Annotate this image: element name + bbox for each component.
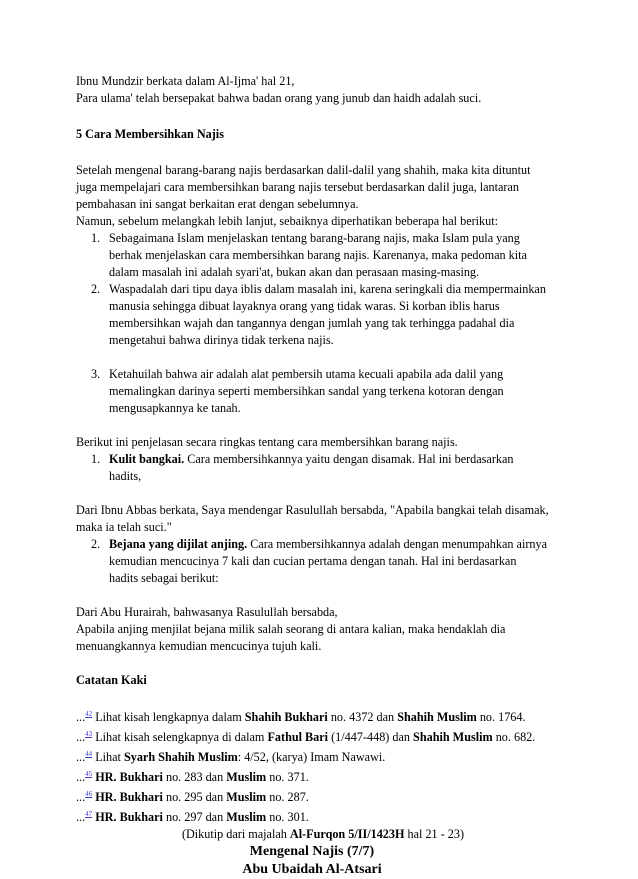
guidelines-list: [76, 230, 576, 417]
source-citation: (Dikutip dari majalah Al-Furqon 5/II/1423H hal 21 - 23): [181, 827, 465, 841]
paragraph-methods: Berikut ini penjelasan secara ringkas tentang cara membersihkan barang najis.: [76, 435, 458, 449]
footnote-ref-link[interactable]: 43: [85, 730, 93, 738]
intro-line: Para ulama' telah bersepakat bahwa badan orang yang junub dan haidh adalah suci.: [76, 91, 482, 105]
footnotes-list: [76, 706, 576, 826]
list-item: 2. Waspadalah dari tipu daya iblis dalam masalah ini, karena seringkali dia mempermainkan manusia sehingga dibuat layaknya orang yang tidak waras. Si korban iblis harus membersihkan wajah dan tangannya dengan jumlah yang tak terhingga padahal dia mengetahui bahwa dirinya tidak terkena najis.: [91, 282, 546, 347]
intro-block: [76, 73, 576, 107]
footer-author: Abu Ubaidah Al-Atsari: [242, 862, 382, 877]
footnote-item: ...$^{45}$ HR. Bukhari no. 283 dan Muslim no. 371.: [76, 770, 309, 784]
paragraph-line: juga mempelajari cara membersihkan barang najis tersebut berdasarkan dalil juga, lantaran: [76, 180, 519, 194]
paragraph-line: Setelah mengenal barang-barang najis berdasarkan dalil-dalil yang shahih, maka kita dituntut: [76, 163, 531, 177]
paragraph-intro: [76, 162, 576, 230]
footnote-ref-link[interactable]: 45: [85, 770, 93, 778]
footnote-ref-link[interactable]: 42: [85, 710, 93, 718]
footnote-item: ...$^{44}$ Lihat Syarh Shahih Muslim: 4/52, (karya) Imam Nawawi.: [76, 750, 386, 764]
footnote-item: ...$^{43}$ Lihat kisah selengkapnya di dalam Fathul Bari (1/447-448) dan Shahih Muslim no. 682.: [76, 730, 536, 744]
hadith-ibnu-abbas: Dari Ibnu Abbas berkata, Saya mendengar Rasulullah bersabda, "Apabila bangkai telah disamak, maka ia telah suci.": [76, 503, 549, 534]
intro-line: Ibnu Mundzir berkata dalam Al-Ijma' hal 21,: [76, 74, 295, 88]
footnote-ref-link[interactable]: 47: [85, 810, 93, 818]
list-item: 3. Ketahuilah bahwa air adalah alat pembersih utama kecuali apabila ada dalil yang memalingkan darinya seperti membersihkan sandal yang terkena kotoran dengan mengusapkannya ke tanah.: [91, 367, 504, 415]
footnote-item: ...$^{47}$ HR. Bukhari no. 297 dan Muslim no. 301.: [76, 810, 309, 824]
hadith-abu-hurairah: Dari Abu Hurairah, bahwasanya Rasulullah bersabda, Apabila anjing menjilat bejana milik salah seorang di antara kalian, maka hendaklah dia menuangkannya kemudian mencucinya tujuh kali.: [76, 605, 506, 653]
paragraph-line: pembahasan ini sangat berkaitan erat dengan sebelumnya.: [76, 197, 359, 211]
footnote-item: ...$^{42}$ Lihat kisah lengkapnya dalam Shahih Bukhari no. 4372 dan Shahih Muslim no. 1764.: [76, 710, 526, 724]
footnote-ref-link[interactable]: 44: [85, 750, 93, 758]
document-page: [76, 0, 576, 879]
footnote-item: ...$^{46}$ HR. Bukhari no. 295 dan Muslim no. 287.: [76, 790, 309, 804]
method-item-carcass-skin: 1. Kulit bangkai. Cara membersihkannya yaitu dengan disamak. Hal ini berdasarkan hadits,: [91, 452, 514, 483]
footer-title: Mengenal Najis (7/7): [249, 844, 375, 859]
paragraph-line: Namun, sebelum melangkah lebih lanjut, sebaiknya diperhatikan beberapa hal berikut:: [76, 214, 499, 228]
footnote-ref-link[interactable]: 46: [85, 790, 93, 798]
footnotes-title: Catatan Kaki: [76, 673, 147, 687]
section-title: 5 Cara Membersihkan Najis: [76, 127, 224, 141]
method-item-dog-vessel: 2. Bejana yang dijilat anjing. Cara membersihkannya adalah dengan menumpahkan airnya kemudian mencucinya 7 kali dan cucian pertama dengan tanah. Hal ini berdasarkan hadits sebagai berikut:: [91, 537, 547, 585]
list-item: 1. Sebagaimana Islam menjelaskan tentang barang-barang najis, maka Islam pula yang berhak menjelaskan cara membersihkan barang najis. Karenanya, maka pedoman kita dalam masalah ini adalah syari'at, bukan akan dan perasaan masing-masing.: [91, 231, 527, 279]
